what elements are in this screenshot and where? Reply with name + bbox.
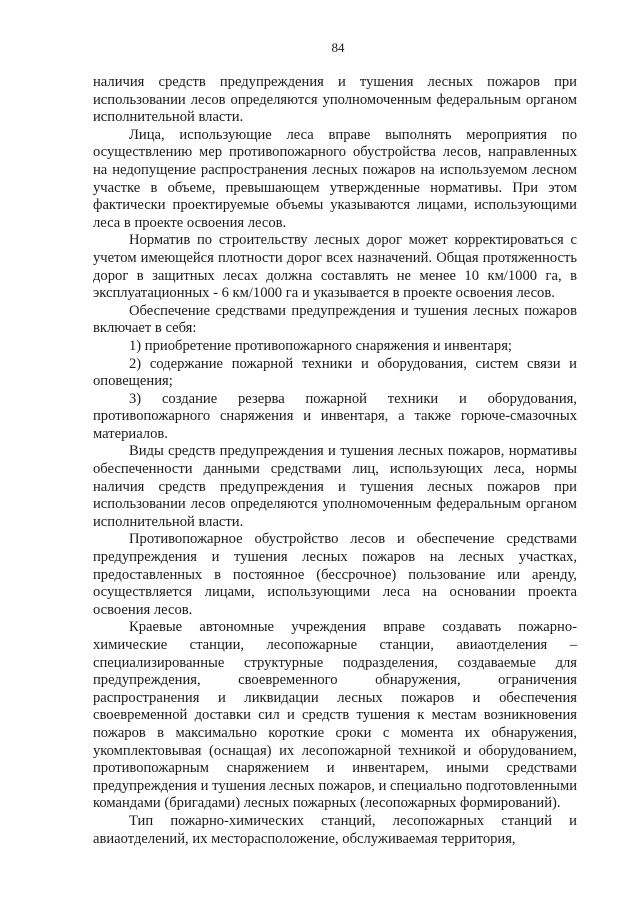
paragraph-station-types: Тип пожарно-химических станций, лесопожарных станций и авиаотделений, их месторасположение, обслуживаемая территория, — [93, 812, 577, 847]
list-item-2: 2) содержание пожарной техники и оборудования, систем связи и оповещения; — [93, 355, 577, 390]
paragraph-means-types: Виды средств предупреждения и тушения лесных пожаров, нормативы обеспеченности данными средствами лиц, использующих леса, нормы наличия средств предупреждения и тушения лесных пожаров при использовании лесов определяются уполномоченным федеральным органом исполнительной власти. — [93, 443, 577, 530]
paragraph-forest-users: Лица, использующие леса вправе выполнять мероприятия по осуществлению мер противопожарного обустройства лесов, направленных на недопущение распространения лесных пожаров на используемом лесном участке в объеме, превышающем утвержденные нормативы. При этом фактически проектируемые объемы указываются лицами, использующими леса в проекте освоения лесов. — [93, 126, 577, 231]
paragraph-regional-institutions: Краевые автономные учреждения вправе создавать пожарно-химические станции, лесопожарные станции, авиаотделения – специализированные структурные подразделения, создаваемые для предупреждения, своевременного обнаружения, ограничения распространения и ликвидации лесных пожаров и обеспечения своевременной доставки сил и средств тушения к местам возникновения пожаров в максимально короткие сроки с момента их обнаружения, укомплектовывая (оснащая) их лесопожарной техникой и оборудованием, противопожарным снаряжением и инвентарем, иными средствами предупреждения и тушения лесных пожаров, и специально подготовленными командами (бригадами) лесных пожарных (лесопожарных формирований). — [93, 619, 577, 812]
paragraph-fire-arrangement: Противопожарное обустройство лесов и обеспечение средствами предупреждения и тушения лесных пожаров на лесных участках, предоставленных в постоянное (бессрочное) пользование или аренду, осуществляется лицами, использующими леса на основании проекта освоения лесов. — [93, 531, 577, 618]
page-number: 84 — [331, 40, 345, 55]
list-item-1: 1) приобретение противопожарного снаряжения и инвентаря; — [129, 337, 512, 354]
list-item-3: 3) создание резерва пожарной техники и оборудования, противопожарного снаряжения и инвентаря, а также горюче-смазочных материалов. — [93, 390, 577, 442]
body-text — [93, 74, 577, 848]
paragraph-road-norms: Норматив по строительству лесных дорог может корректироваться с учетом имеющейся плотности дорог всех назначений. Общая протяженность дорог в защитных лесах должна составлять не менее 10 км/1000 га, в эксплуатационных - 6 км/1000 га и указывается в проекте освоения лесов. — [93, 232, 577, 302]
paragraph-continuation: наличия средств предупреждения и тушения лесных пожаров при использовании лесов определяются уполномоченным федеральным органом исполнительной власти. — [93, 74, 577, 126]
paragraph-provision-intro: Обеспечение средствами предупреждения и тушения лесных пожаров включает в себя: — [93, 302, 577, 337]
